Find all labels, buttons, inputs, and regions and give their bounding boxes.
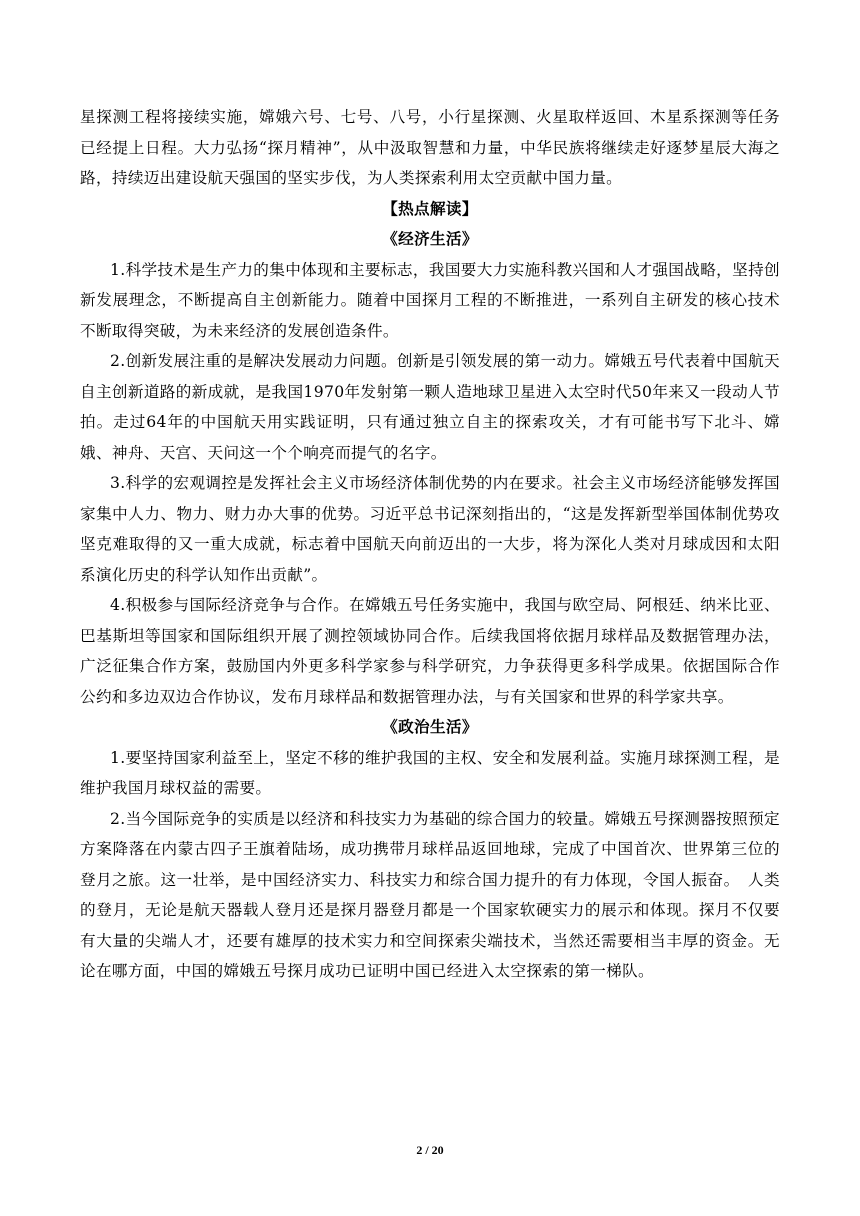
- economic-point-1: 1.科学技术是生产力的集中体现和主要标志，我国要大力实施科教兴国和人才强国战略，坚持创新发展理念，不断提高自主创新能力。随着中国探月工程的不断推进，一系列自主研发的核心技术不断取得突破，为未来经济的发展创造条件。: [80, 260, 780, 340]
- economic-point-2: 2.创新发展注重的是解决发展动力问题。创新是引领发展的第一动力。嫦娥五号代表着中国航天自主创新道路的新成就，是我国1970年发射第一颗人造地球卫星进入太空时代50年来又一段动人节拍。走过64年的中国航天用实践证明，只有通过独立自主的探索攻关，才有可能书写下北斗、嫦娥、神舟、天宫、天问这一个个响亮而提气的名字。: [80, 352, 780, 462]
- economic-title: 《经济生活》: [382, 229, 478, 248]
- intro-paragraph: 星探测工程将接续实施，嫦娥六号、七号、八号，小行星探测、火星取样返回、木星系探测等任务已经提上日程。大力弘扬“探月精神”，从中汲取智慧和力量，中华民族将继续走好逐梦星辰大海之路，持续迈出建设航天强国的坚实步伐，为人类探索利用太空贡献中国力量。: [80, 108, 780, 187]
- political-point-1: 1.要坚持国家利益至上，坚定不移的维护我国的主权、安全和发展利益。实施月球探测工程，是维护我国月球权益的需要。: [80, 748, 780, 797]
- economic-point-3: 3.科学的宏观调控是发挥社会主义市场经济体制优势的内在要求。社会主义市场经济能够发挥国家集中人力、物力、财力办大事的优势。习近平总书记深刻指出的，“这是发挥新型举国体制优势攻坚克难取得的又一重大成就，标志着中国航天向前迈出的一大步，将为深化人类对月球成因和太阳系演化历史的科学认知作出贡献”。: [80, 474, 780, 584]
- political-title: 《政治生活》: [382, 717, 478, 736]
- economic-point-4: 4.积极参与国际经济竞争与合作。在嫦娥五号任务实施中，我国与欧空局、阿根廷、纳米比亚、巴基斯坦等国家和国际组织开展了测控领域协同合作。后续我国将依据月球样品及数据管理办法，广泛征集合作方案，鼓励国内外更多科学家参与科学研究，力争获得更多科学成果。依据国际合作公约和多边双边合作协议，发布月球样品和数据管理办法，与有关国家和世界的科学家共享。: [80, 596, 780, 706]
- page-number: 2 / 20: [416, 1143, 444, 1157]
- document-body: [80, 102, 780, 987]
- political-point-2: 2.当今国际竞争的实质是以经济和科技实力为基础的综合国力的较量。嫦娥五号探测器按照预定方案降落在内蒙古四子王旗着陆场，成功携带月球样品返回地球，完成了中国首次、世界第三位的登月之旅。这一壮举，是中国经济实力、科技实力和综合国力提升的有力体现，令国人振奋。 人类的登月，无论是航天器载人登月还是探月器登月都是一个国家软硬实力的展示和体现。探月不仅要有大量的尖端人才，还要有雄厚的技术实力和空间探索尖端技术，当然还需要相当丰厚的资金。无论在哪方面，中国的嫦娥五号探月成功已证明中国已经进入太空探索的第一梯队。: [80, 809, 780, 980]
- section-title: 【热点解读】: [382, 198, 478, 218]
